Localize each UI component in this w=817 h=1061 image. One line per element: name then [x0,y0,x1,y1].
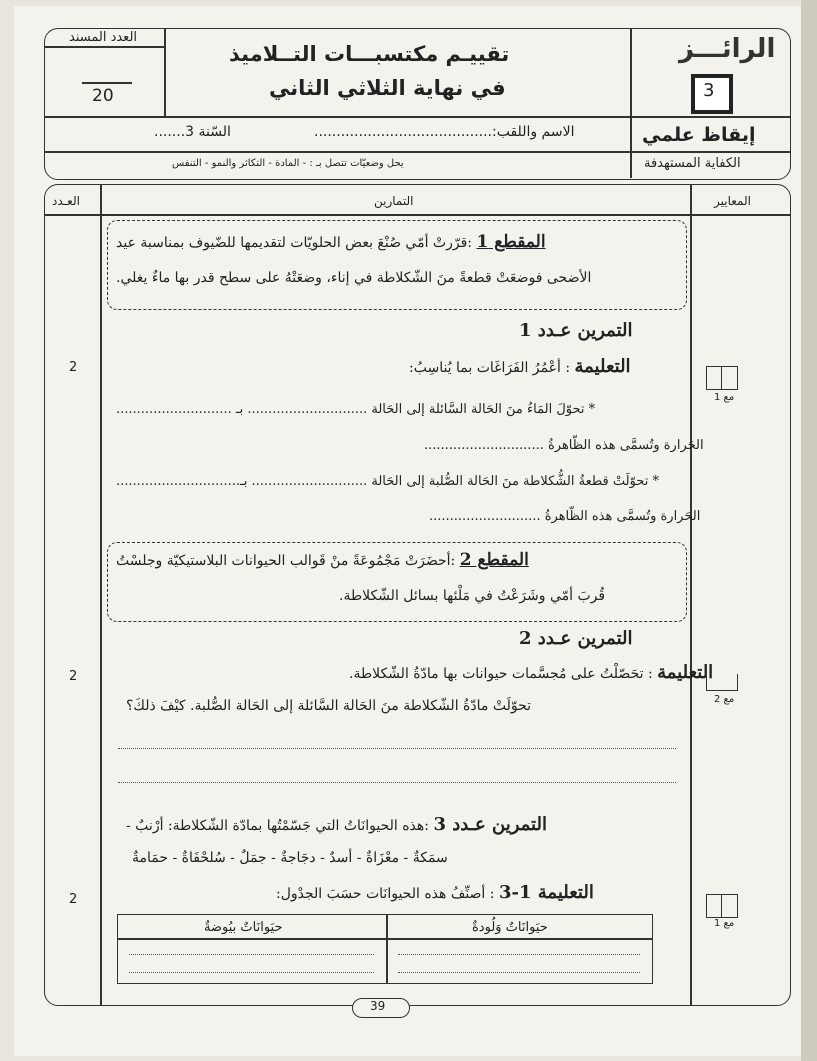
exercise3-criterion: مع 1 [714,918,735,929]
exercise2-answer-line2[interactable] [118,782,676,783]
viviparous-answer-2[interactable] [398,972,640,973]
exercise1-criterion: مع 1 [714,392,735,403]
exercise3-score-box[interactable] [706,894,738,918]
exercise2-score-box[interactable] [706,674,738,691]
oviparous-answer-1[interactable] [129,954,374,955]
exercise3-title: التمرين عـدد 3 [433,814,547,835]
column-header-exercises: التمارين [374,194,414,208]
exercise2-instruction-text: : تحَصّلْتُ على مُجسَّمات حيوانات بها مادّةُ الشّكلاطة. [349,666,653,682]
exercise2-question: تحوّلَتْ مادّةُ الشّكلاطة منَ الحَالة السَّائلة إلى الحَالة الصُّلبة. كيْفَ ذلكَ؟ [126,698,532,714]
column-viviparous: حيَوانَاتٌ وَلُودةٌ [472,920,548,935]
column-header-criteria: المعايير [714,194,751,208]
scan-edge [801,0,817,1061]
exercise1-score-box[interactable] [706,366,738,390]
section1-text-1 [116,232,546,252]
column-header-number: العـدد [52,194,80,208]
exercise1-score: 2 [69,360,78,375]
exercise2-score: 2 [69,669,78,684]
exercise3-score: 2 [69,892,78,907]
section1-text-line2: الأضحى فوضعَتْ قطعةً منَ الشّكلاطة في إناء، وضعَتْهُ على سطح قدر بها ماءٌ يغلي. [116,270,592,286]
section2-text-line1: :أحضَرَتْ مَجْمُوعَةً منْ قَوالب الحيوانات البلاستيكيّة وجلسْتُ [116,553,456,569]
section1-title: المقطع 1 [476,232,546,252]
section2-text-1 [116,550,529,570]
section2-text-line2: قُربَ أمّي وشَرَعْتُ في مَلْئها بسائل الشّكلاطة. [339,588,606,604]
column-oviparous: حيَوانَاتٌ بيُوضةٌ [204,920,283,935]
exercise3-instruction-label: التعليمة 1-3 [498,882,594,903]
oviparous-answer-2[interactable] [129,972,374,973]
brand-number: 3 [703,80,715,101]
exercise3-text-line1: :هذه الحيوانَاتُ التي جَسّمْتُها بمادّة الشّكلاطة: أرْنبٌ - [126,818,429,834]
viviparous-answer-1[interactable] [398,954,640,955]
exercise2-instruction [349,662,713,683]
exercise1-line3: * تحوّلَتْ قطعةُ الشُّكلاطة منَ الحَالة الصُّلبة إلى الحَالة ............................ بـ.............................. [116,474,659,489]
exercise1-title: التمرين عـدد 1 [519,320,633,341]
exercise1-line4: الحَرارة وتُسمَّى هذه الظّاهرةُ ........................... [429,509,701,524]
exercise2-criterion: مع 2 [714,694,735,705]
student-name-label: الاسم واللقب:........................................ [314,124,575,140]
competence-text: يحل وضعيّات تتصل بـ : - المادة - التكاثر والنمو - التنفس [172,158,404,169]
exercise3-instruction-text: : أصنِّفُ هذه الحيوانَات حسَبَ الجدْول: [276,886,495,902]
exercise1-instruction-text: : أعْمُرُ الفَرَاغَات بما يُناسِبُ: [409,360,571,376]
doc-number-label: العدد المسند [69,30,138,45]
exercise1-instruction-label: التعليمة [574,356,631,377]
exercise2-answer-line1[interactable] [118,748,676,749]
class-year-label: السّنة 3....... [154,124,231,140]
competence-label: الكفاية المستهدفة [644,156,741,171]
exercise3-instruction [276,882,594,903]
worksheet-page [14,6,804,1056]
subject-label: إيقاظ علمي [642,124,756,146]
exercise1-line1: * تحوّلَ المَاءُ منَ الحَالة السَّائلة إلى الحَالة ............................. بـ ............................ [116,402,596,417]
page-title: تقييـم مكتسبـــات التــلاميذ [229,42,510,66]
brand-name: الرائـــز [679,34,776,64]
doc-number-value: 20 [92,86,114,106]
exercise2-instruction-label: التعليمة [657,662,714,683]
exercise1-instruction [409,356,631,377]
section2-title: المقطع 2 [459,550,529,570]
page-subtitle: في نهاية الثلاثي الثاني [269,76,506,100]
page-number: 39 [370,999,386,1013]
exercise3-text-1 [126,814,547,835]
exercise3-text-line2: سمَكةٌ - معْزَاةٌ - أسدٌ - دجَاجةٌ - جمَلٌ - سُلحْفَاةٌ - حمَامةٌ [132,850,448,866]
exercise1-line2: الحَرارة وتُسمَّى هذه الظّاهرةُ ............................. [424,438,704,453]
exercise2-title: التمرين عـدد 2 [519,628,633,649]
classification-table [117,914,653,984]
section1-text-line1: :قرّرتْ أمّي صُنْعَ بعض الحلويّات لتقديمها للضّيوف بمناسبة عيد [116,235,473,251]
